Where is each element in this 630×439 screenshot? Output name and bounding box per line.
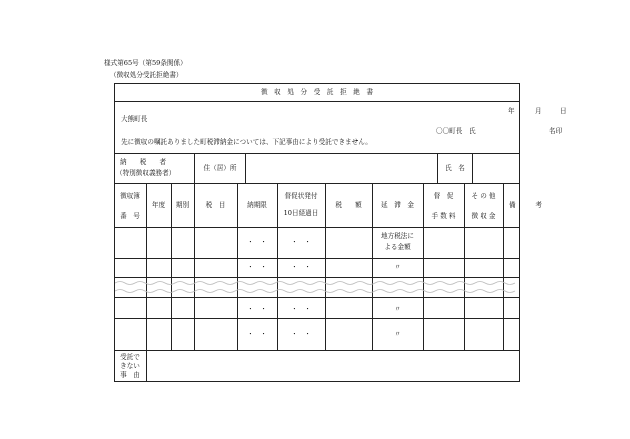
col-due-date: 納期限	[247, 201, 267, 209]
title-rule	[114, 101, 520, 102]
col-tax-amount: 税 額	[335, 201, 362, 209]
address-label: 住（居）所	[203, 164, 237, 172]
col-reminder-1: 督促状発付	[284, 192, 318, 200]
row5-rule	[114, 350, 520, 351]
taxpayer-label: 納 税 者	[120, 158, 167, 166]
reason-label-3: 事 由	[120, 371, 140, 379]
row3-late-fee: 〃	[394, 305, 401, 313]
col-divider-9	[464, 183, 465, 350]
date-day: 日	[560, 107, 567, 115]
row3-reminder: ・ ・	[291, 305, 311, 313]
row1-reminder: ・ ・	[291, 238, 311, 246]
col-late-fee: 延 滞 金	[381, 201, 414, 209]
date-month: 月	[535, 107, 542, 115]
reason-label-1: 受託で	[120, 353, 140, 361]
name-label: 氏 名	[445, 164, 465, 172]
taxpayer-label-sub: （特別徴収義務者）	[116, 169, 176, 177]
row1-late-fee-1: 地方税法に	[381, 232, 414, 240]
row1-rule	[114, 258, 520, 259]
col-collection-no-2: 番 号	[120, 212, 140, 220]
addressee: 大熊町長	[121, 115, 148, 123]
row1-due-date: ・ ・	[247, 238, 267, 246]
row3-due-date: ・ ・	[247, 305, 267, 313]
form-title: 徴 収 処 分 受 託 拒 絶 書	[260, 88, 374, 96]
issuer-mayor: 〇〇町長 氏	[436, 127, 476, 135]
col-divider-8	[423, 183, 424, 350]
col-divider-10	[503, 183, 504, 350]
omission-wave-lower	[115, 288, 519, 294]
col-collection-no-1: 徴収簿	[120, 192, 140, 200]
col-other-2: 徴 収 金	[471, 212, 496, 220]
col-tax-item: 税 目	[205, 201, 226, 209]
taxpayer-divider-4	[472, 153, 473, 183]
issuer-seal: 名印	[549, 127, 563, 135]
row2-rule	[114, 277, 520, 278]
header-rule	[114, 227, 520, 228]
row4-rule	[114, 318, 520, 319]
col-other-1: そ の 他	[471, 192, 496, 200]
form-subtitle: （徴収処分受託拒絶書）	[110, 71, 183, 79]
omission-wave-upper	[115, 280, 519, 286]
body-text: 先に徴収の嘱託ありました町税滞納金については、下記事由により受託できません。	[121, 138, 372, 146]
reason-label-2: きない	[120, 362, 140, 370]
row2-due-date: ・ ・	[247, 263, 267, 271]
row4-late-fee: 〃	[394, 330, 401, 338]
col-remarks: 備 考	[509, 201, 542, 209]
col-reminder-2: 10日経過日	[283, 209, 319, 217]
row3-rule	[114, 297, 520, 298]
row2-late-fee: 〃	[394, 263, 401, 271]
col-fiscal-year: 年度	[151, 201, 166, 209]
form-number: 様式第65号（第59条関係）	[104, 59, 187, 67]
col-period: 期別	[175, 201, 190, 209]
row2-reminder: ・ ・	[291, 263, 311, 271]
intro-rule	[114, 153, 520, 154]
taxpayer-rule	[114, 183, 520, 184]
col-reminder-fee-1: 督 促	[433, 192, 454, 200]
row4-due-date: ・ ・	[247, 330, 267, 338]
col-reminder-fee-2: 手 数 料	[431, 212, 456, 220]
row4-reminder: ・ ・	[291, 330, 311, 338]
reason-divider	[146, 350, 147, 382]
date-year: 年	[508, 107, 515, 115]
row1-late-fee-2: よる金額	[384, 243, 411, 251]
taxpayer-divider-2	[245, 153, 246, 183]
